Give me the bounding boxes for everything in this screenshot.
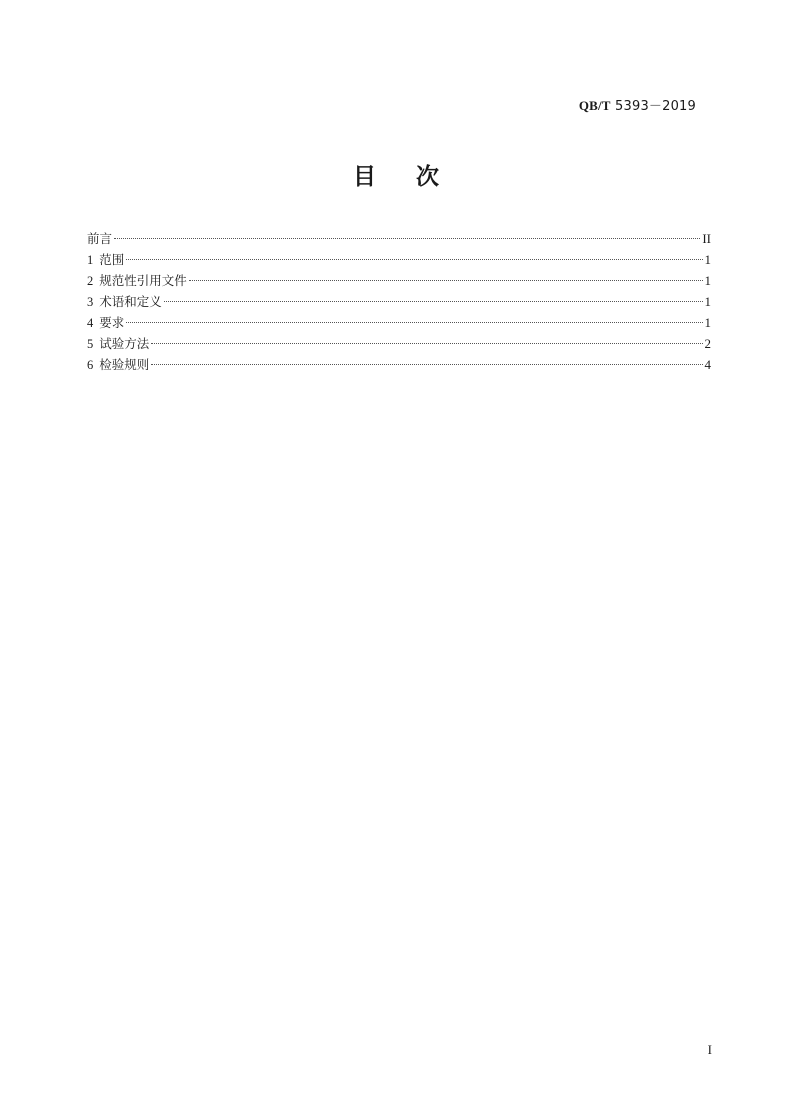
toc-entry-foreword[interactable] (87, 228, 711, 249)
toc-entry-label: 4 要求 (87, 315, 125, 330)
toc-entry-page: II (702, 231, 711, 246)
toc-entry-terms-definitions[interactable] (87, 291, 711, 312)
toc-entry-inspection-rules[interactable] (87, 354, 711, 375)
toc-entry-scope[interactable] (87, 249, 711, 270)
page-number: I (707, 1042, 712, 1057)
toc-entry-page: 1 (704, 273, 711, 288)
toc-entry-test-methods[interactable] (87, 333, 711, 354)
toc-entry-label: 前言 (87, 231, 113, 246)
toc-entry-page: 2 (704, 336, 711, 351)
toc-leader-dots (126, 259, 702, 260)
toc-leader-dots (114, 238, 700, 239)
table-of-contents (87, 228, 711, 375)
toc-entry-requirements[interactable] (87, 312, 711, 333)
standard-prefix: QB/T (578, 98, 611, 113)
standard-number: 5393－2019 (615, 99, 696, 114)
toc-entry-label: 1 范围 (87, 252, 125, 267)
toc-leader-dots (164, 301, 703, 302)
standard-code (579, 95, 696, 114)
toc-entry-label: 6 检验规则 (87, 357, 150, 372)
toc-entry-label: 3 术语和定义 (87, 294, 162, 309)
toc-entry-page: 1 (704, 315, 711, 330)
toc-entry-normative-references[interactable] (87, 270, 711, 291)
toc-leader-dots (151, 364, 702, 365)
toc-entry-page: 4 (704, 357, 711, 372)
toc-entry-label: 5 试验方法 (87, 336, 150, 351)
toc-entry-page: 1 (704, 294, 711, 309)
toc-leader-dots (151, 343, 702, 344)
toc-entry-label: 2 规范性引用文件 (87, 273, 187, 288)
toc-leader-dots (126, 322, 702, 323)
toc-entry-page: 1 (704, 252, 711, 267)
toc-leader-dots (189, 280, 703, 281)
toc-title: 目次 (353, 164, 479, 190)
